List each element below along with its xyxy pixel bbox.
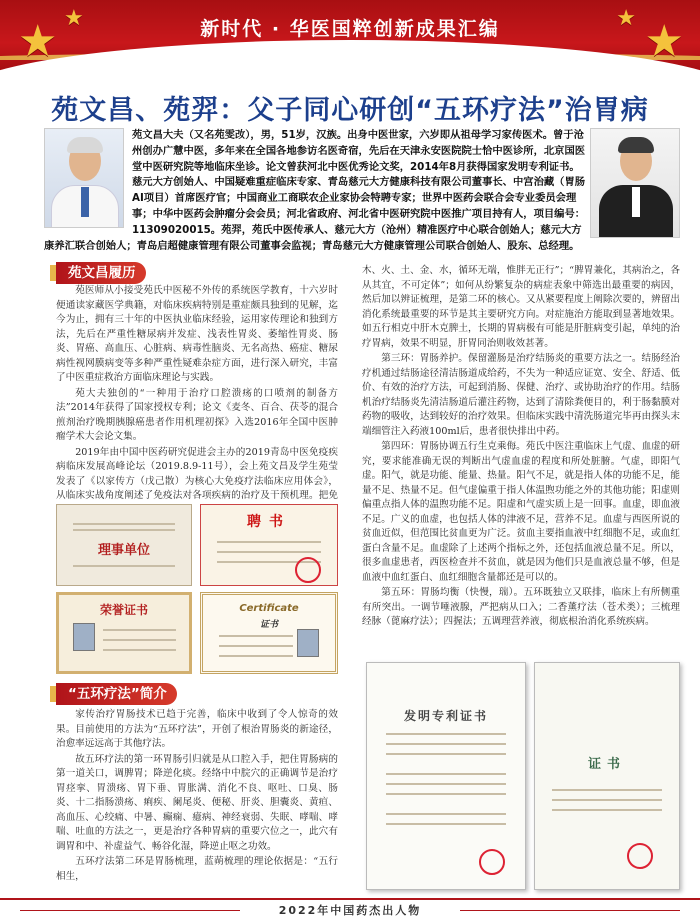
resume-paragraph: 苑医师从小接受苑氏中医秘不外传的系统医学教育，十六岁时便通读家藏医学典籍，对临床疾病特别是重症颇具独到的见解，迄今为止，拥有三十年的中医执业临床经验，运用家传理论和独到方法，先后在严重性糖尿病并发症、浅表性胃炎、萎缩性胃炎、肠炎、胃癌、高血压、心脏病、病毒性脑炎、无名高热、癌症、糖尿病性视网膜病变等多种严重性疑难杂症方面，进行深入研究，丰富了中医重症救治方面临床理论与实践。	[56, 285, 338, 383]
star-icon: ★	[64, 6, 84, 31]
footer-rule	[0, 898, 700, 900]
five-ring-column	[56, 708, 338, 885]
certificate-council-member	[56, 504, 192, 586]
section-title-resume: 苑文昌履历	[56, 262, 146, 284]
resume-paragraph: 苑大夫独创的“一种用于治疗口腔溃疡的口喷剂的制备方法”2014年获得了国家授权专利；论文《麦冬、百合、茯苓的混合煎剂治疗晚期胰腺癌患者作用机理初探》入选2016年全国中医肿瘤学术大会论文集。	[56, 387, 338, 442]
page-headline: 苑文昌、苑羿：父子同心研创“五环疗法”治胃病	[51, 95, 649, 126]
certificate-honor	[56, 592, 192, 674]
seal-icon	[295, 557, 321, 583]
certificate-caption: 荣誉证书	[99, 603, 148, 617]
five-ring-paragraph: 家传治疗胃肠技术已趋于完善，临床中收到了令人惊奇的效果。目前使用的方法为“五环疗法”，开创了根治胃肠炎的新途径，治愈率远远高于其他疗法。	[56, 709, 338, 749]
star-icon: ★	[644, 16, 684, 67]
section-title-five-ring-therapy: “五环疗法”简介	[56, 683, 177, 705]
banner-title: 新时代 · 华医国粹创新成果汇编	[200, 18, 500, 40]
seal-icon	[627, 843, 653, 869]
certificate-english	[200, 592, 338, 674]
certificate-caption: 理事单位	[97, 543, 150, 558]
resume-column	[56, 284, 338, 519]
certificate-caption: 聘书	[247, 514, 291, 530]
footer-text: 2022年中国药杰出人物	[0, 902, 700, 919]
certificate-caption: 证书	[587, 757, 626, 772]
intro-text: 苑文昌大夫（又名苑雯妀），男，51岁，汉族。出身中医世家，六岁即从祖母学习家传医术。曾于沧州创办广慧中医，多年来在全国各地参访名医奇宿，先后在天津永安医院院士恰中医诊所，北京国医堂中医研究院等地临床坐诊。论文曾获河北中医优秀论文奖，2014年8月获得国家发明专利证书。慈元大方创始人、中国疑难重症临床专家、青岛慈元大方健康科技有限公司董事长、中宫治藏（胃肠AI项目）首席医疗官；中国商业工商联农企业家协会特聘专家；世界中医药会联合会专业委员会理事；中华中医药会肿瘤分会会员；河北省政府、河北省中医研究院中医推广项目持有人，项目编号：11309020015。苑羿，苑氏中医传承人、慈元大方（沧州）精准医疗中心联合创始人；慈元大方康养汇联合创始人；青岛启超健康管理有限公司董事会监视；青岛慈元大方健康管理公司联合创始人、股东、总经理。	[44, 129, 586, 252]
right-paragraph: 第三环：胃肠养护。保留灌肠是治疗结肠炎的重要方法之一。结肠经治疗机通过结肠途径清洁肠道成给药，不失为一种适应证宽、安全、舒适、低价、有效的治疗方法，可起到消肠、保健、治疗、或协助治疗的作用。结肠机治疗结肠炎先清洁肠道后灌注药物，达到了清除粪便目的，利于肠黏膜对药物的吸收，达到较好的治疗效果。但临床实践中清洗肠道完毕再由探头末端细管注入药液100ml后，患者很快排出中药。	[362, 353, 680, 437]
photo-icon	[73, 623, 95, 651]
right-paragraph: 第四环：胃肠协调五行生克乘侮。苑氏中医注重临床上气虚、血虚的研究，要求能准确无误的判断出气虚血虚的程度和所处脏腑。气虚，即阳气虚。阳气，就是功能、能量、热量。阳气不足，就是指人体的功能不足，能量不足、热量不足。但气虚偏重于指人体温煦功能之外的其他功能；阳虚则偏重点指人体的温煦功能不足。阳虚和气虚实质上是一回事。血虚，即血液不足。广义的血虚，也包括人体的津液不足，营养不足。血虚与西医所说的贫血近似，但范围比贫血更为广泛。贫血主要指血液中红细胞不足，或血红蛋白含量不足。血虚除了上述两个指标之外，还包括血液总量不足。所以，很多血虚患者，西医检查并不贫血，就是因为他们只是血液总量不够，但是血液中血红蛋白、血红细胞含量都还是可以的。	[362, 441, 680, 583]
certificate-subcaption: 证书	[259, 620, 278, 630]
header-banner	[0, 0, 700, 78]
certificate-caption: 发明专利证书	[403, 709, 488, 723]
right-column	[362, 264, 680, 631]
banner-curve	[0, 40, 700, 78]
five-ring-paragraph: 五环疗法第二环是胃肠梳理，蓝蒴梳理的理论依据是：“五行相生，	[56, 856, 338, 882]
star-icon: ★	[616, 6, 636, 31]
intro-text-block	[44, 128, 680, 254]
star-icon: ★	[18, 16, 58, 67]
right-paragraph: 第五环：胃肠均衡（快慢，瑞）。五环既独立又联排，临床上有所侧重有所突出。一调节唾液腺，严把病从口入；二香薰疗法（苍术类）；三梳理经脉（蓖麻疗法）；四握法；五调理营养液，彻底根治消化系统疾病。	[362, 587, 680, 627]
certificate-appointment	[200, 504, 338, 586]
five-ring-paragraph: 故五环疗法的第一环胃肠引归就是从口腔入手，把住胃肠病的第一道关口，调脾胃；降逆化痰。经络中中脘穴的正确调节是治疗胃痉挛、胃溃疡、胃下垂、胃胀满、消化不良、呕吐、口臭、肠炎、十二指肠溃疡、痢疾、阑尾炎、便秘、肝炎、胆囊炎、黄疸、高血压、心绞痛、中暑、癫痫、癔病、神经衰弱、失眠、哮喘、哮喘、吐血的方法之一，更是治疗各种胃病的重要穴位之一，此穴有调胃和中、补虚益气、畅谷化湿，降逆止呕之功效。	[56, 753, 338, 852]
certificate-society	[534, 662, 680, 890]
seal-icon	[479, 849, 505, 875]
resume-paragraph: 2019年由中国中医药研究促进会主办的2019青岛中医免疫疾病临床发展高峰论坛（2019.8.9-11号），会上苑文昌及学生苑莹发表了《以家传方（戊己散）为核心大免疫疗法临床应用体会》，从临床实战角度阐述了免疫法对各项疾病的治疗及干预机理。把免	[56, 446, 338, 501]
right-paragraph: 木、火、土、金、水，循环无端，惟胖无正行”；“脾胃兼化，其病治之，各从其宜，不可定体”；如何从纷繁复杂的病症表象中筛选出最重要的病因，然后加以辨证梳理，是第二环的核心。又从紧要程度上阐除次要的，辨留出消化系统最重要的环节是其主要研究方向。对症施治方能取到显著地效果。如五行相克中肝木克脾土，长期的胃病极有可能是肝脏病变引起，单纯的治疗胃病，效果不明显，肝胃同治则收效甚著。	[362, 265, 680, 349]
photo-icon	[297, 629, 319, 657]
certificate-caption: Certificate	[239, 603, 299, 614]
certificate-patent	[366, 662, 526, 890]
